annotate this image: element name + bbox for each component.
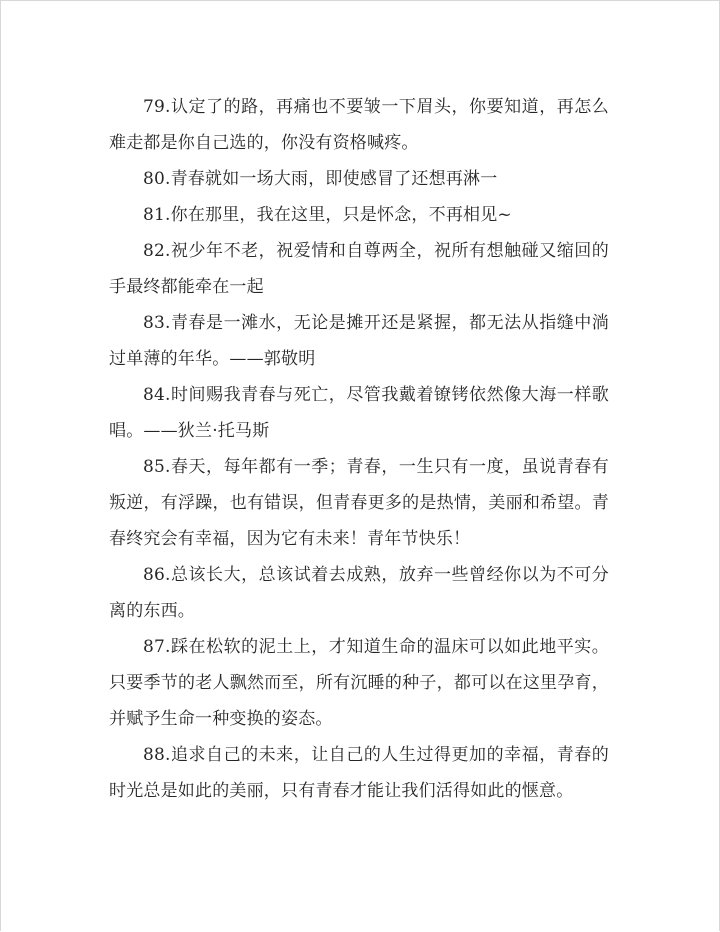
paragraph-80: 80.青春就如一场大雨，即使感冒了还想再淋一	[143, 169, 498, 189]
paragraph-81: 81.你在那里，我在这里，只是怀念，不再相见~	[143, 205, 512, 225]
paragraph-85: 85.春天，每年都有一季；青春，一生只有一度，虽说青春有叛逆，有浮躁，也有错误，但青春更多的是热情，美丽和希望。青春终究会有幸福，因为它有未来！青年节快乐！	[109, 457, 609, 549]
paragraph-86: 86.总该长大，总该试着去成熟，放弃一些曾经你以为不可分离的东西。	[109, 565, 609, 621]
paragraph-82: 82.祝少年不老，祝爱情和自尊两全，祝所有想触碰又缩回的手最终都能牵在一起	[109, 241, 609, 297]
paragraph-83: 83.青春是一滩水，无论是摊开还是紧握，都无法从指缝中淌过单薄的年华。——郭敬明	[109, 313, 609, 369]
paragraph-87: 87.踩在松软的泥土上，才知道生命的温床可以如此地平实。只要季节的老人飘然而至，所有沉睡的种子，都可以在这里孕育，并赋予生命一种变换的姿态。	[109, 637, 609, 729]
paragraph-84: 84.时间赐我青春与死亡，尽管我戴着镣铐依然像大海一样歌唱。——狄兰·托马斯	[109, 385, 609, 441]
document-body	[109, 89, 609, 809]
paragraph-88: 88.追求自己的未来，让自己的人生过得更加的幸福，青春的时光总是如此的美丽，只有青春才能让我们活得如此的惬意。	[109, 745, 609, 801]
paragraph-79: 79.认定了的路，再痛也不要皱一下眉头，你要知道，再怎么难走都是你自己选的，你没有资格喊疼。	[109, 97, 609, 153]
